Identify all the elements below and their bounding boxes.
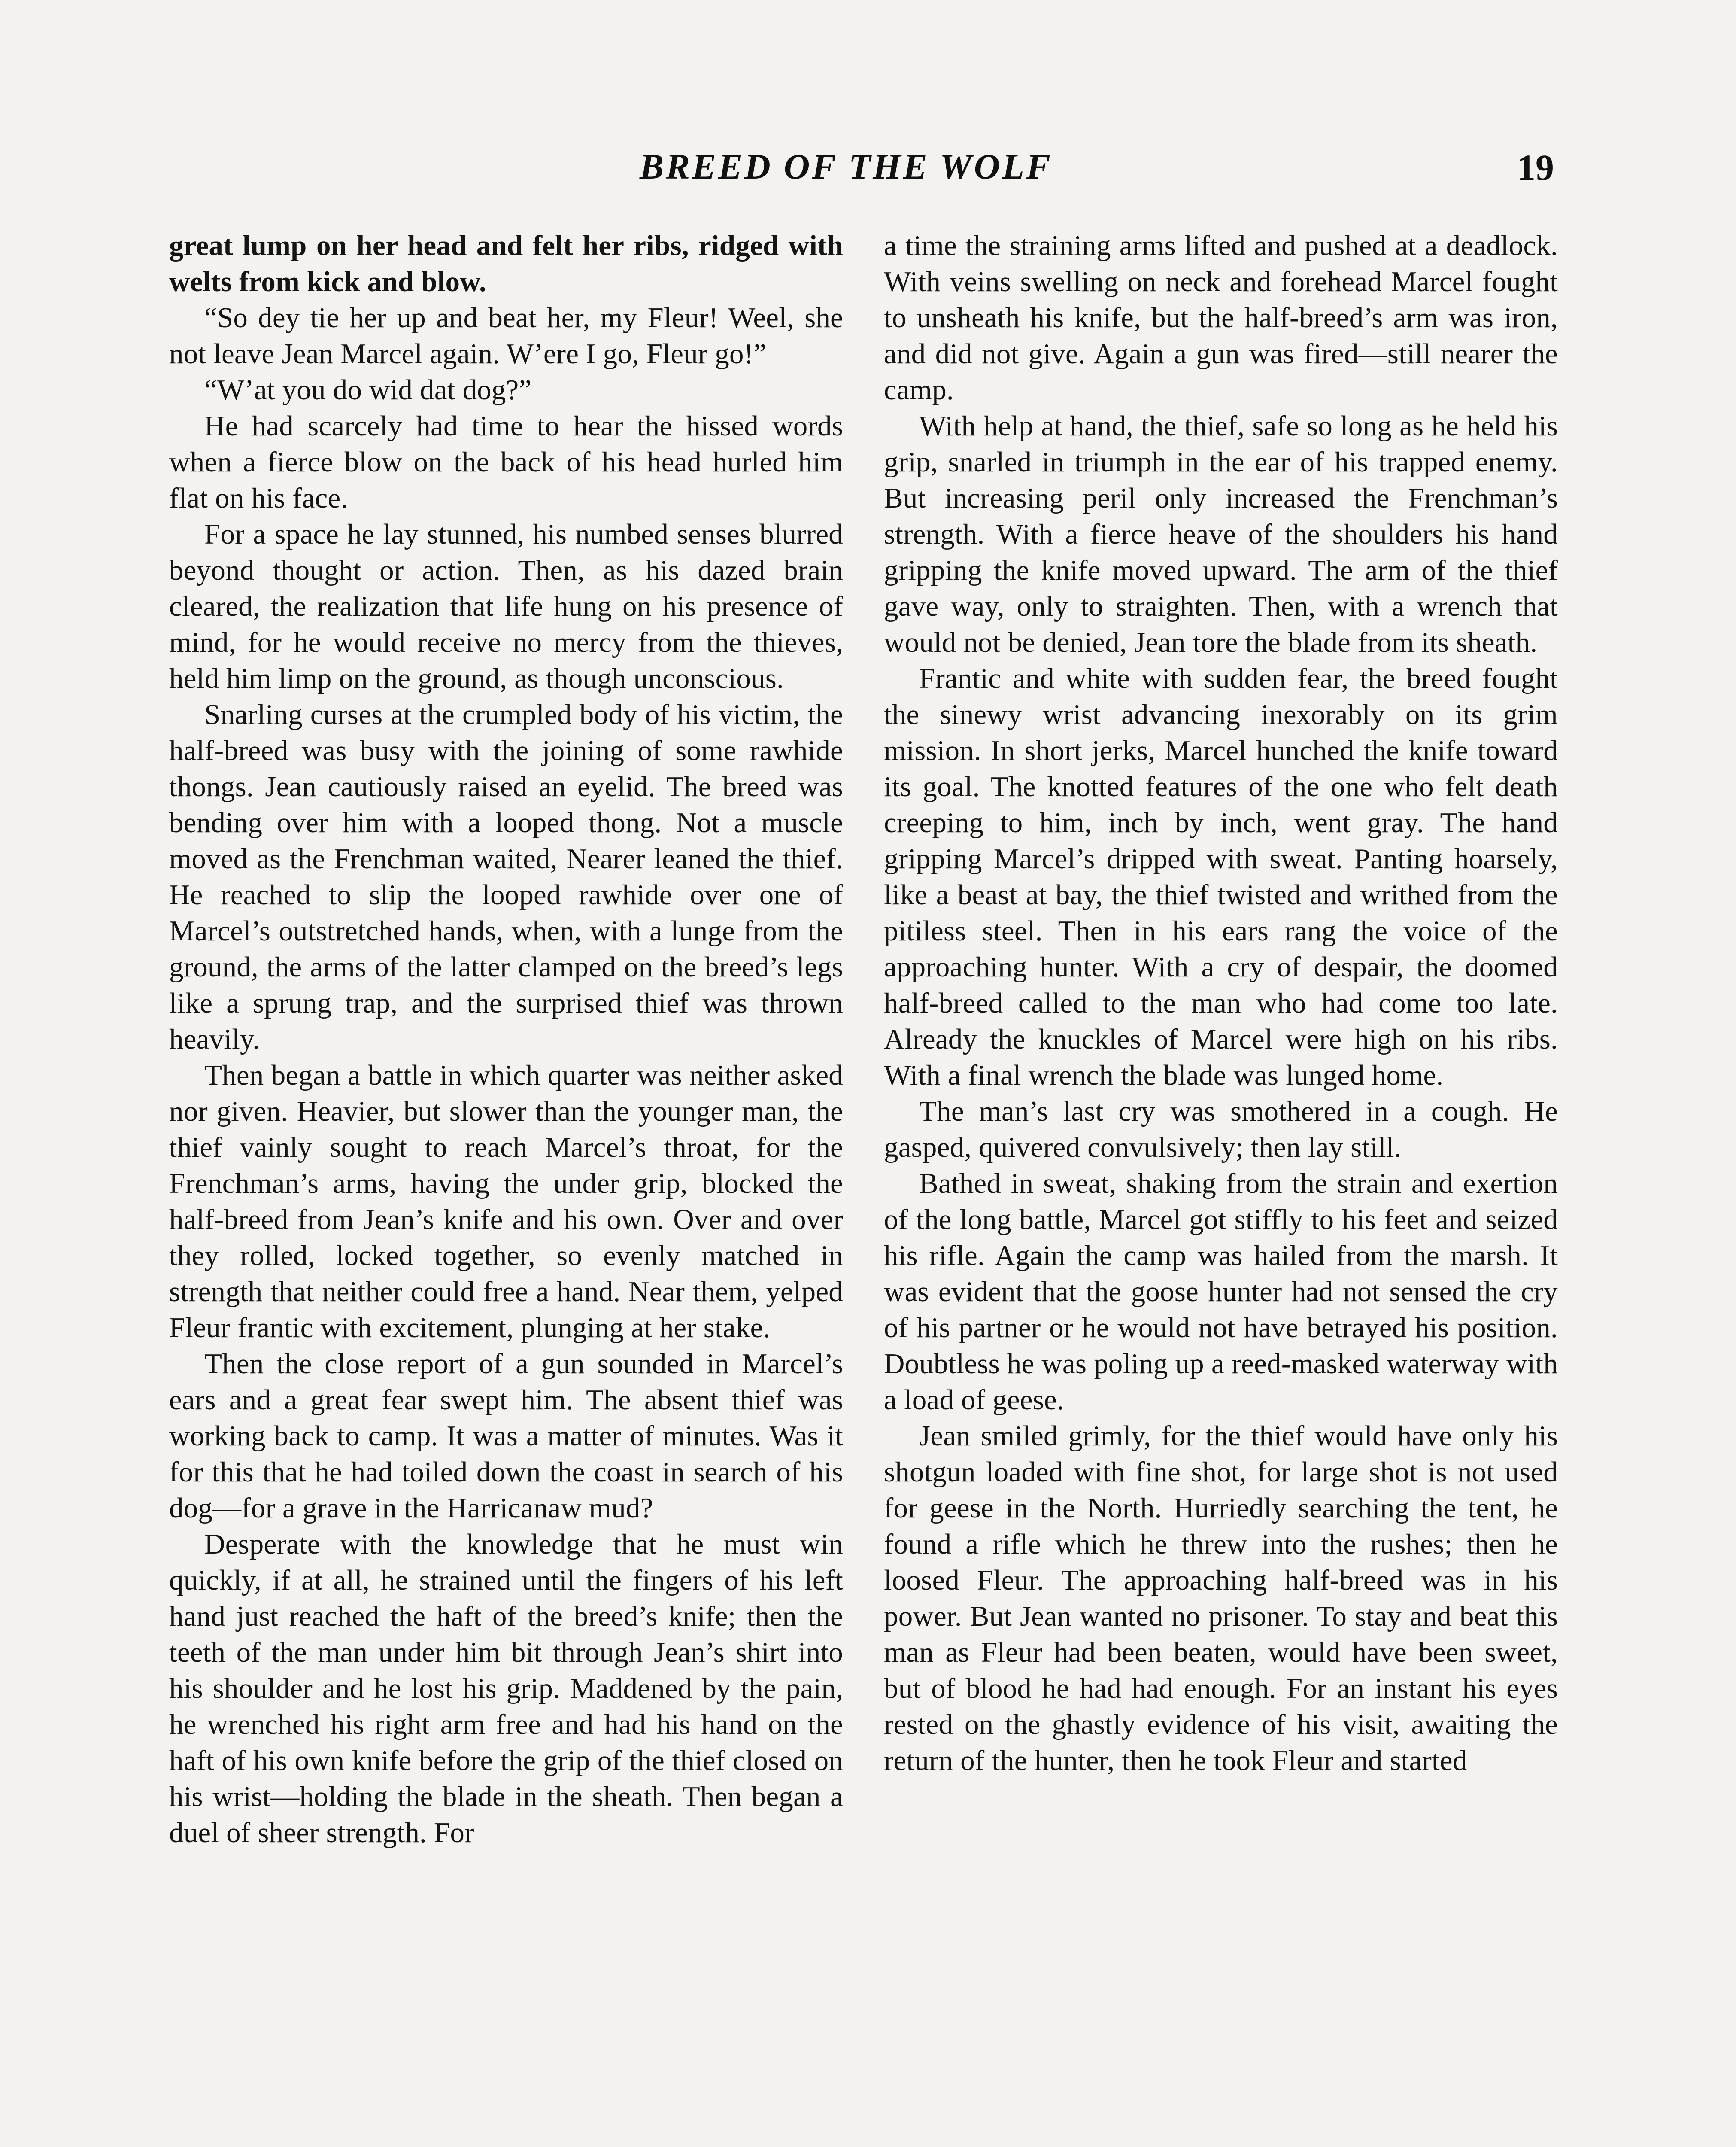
paragraph: a time the straining arms lifted and pushed at a deadlock. With veins swelling on neck and forehead Marcel fought to unsheath his knife, but the half-breed’s arm was iron, and did not give. Again a gun was fired—still nearer the camp.	[884, 230, 1558, 406]
paragraph: With help at hand, the thief, safe so long as he held his grip, snarled in triumph in the ear of his trapped enemy. But increasing peril only increased the Frenchman’s strength. With a fierce heave of the shoulders his hand gripping the knife moved upward. The arm of the thief gave way, only to straighten. Then, with a wrench that would not be denied, Jean tore the blade from its sheath.	[884, 410, 1558, 658]
paragraph: Frantic and white with sudden fear, the breed fought the sinewy wrist advancing inexorably on its grim mission. In short jerks, Marcel hunched the knife toward its goal. The knotted features of the one who felt death creeping to him, inch by inch, went gray. The hand gripping Marcel’s dripped with sweat. Panting hoarsely, like a beast at bay, the thief twisted and writhed from the pitiless steel. Then in his ears rang the voice of the approaching hunter. With a cry of despair, the doomed half-breed called to the man who had come too late. Already the knuckles of Marcel were high on his ribs. With a final wrench the blade was lunged home.	[884, 663, 1558, 1091]
paragraph: Then the close report of a gun sounded in Marcel’s ears and a great fear swept him. The absent thief was working back to camp. It was a matter of minutes. Was it for this that he had toiled down the coast in search of his dog—for a grave in the Harricanaw mud?	[169, 1348, 843, 1524]
paragraph: “W’at you do wid dat dog?”	[204, 374, 532, 406]
paragraph: Desperate with the knowledge that he must win quickly, if at all, he strained until the fingers of his left hand just reached the haft of the breed’s knife; then the teeth of the man under him bit through Jean’s shirt into his shoulder and he lost his grip. Maddened by the pain, he wrenched his right arm free and had his hand on the haft of his own knife before the grip of the thief closed on his wrist—holding the blade in the sheath. Then began a duel of sheer strength. For	[169, 1528, 843, 1849]
page-header	[167, 146, 1554, 202]
left-column	[169, 228, 843, 2147]
right-column	[884, 228, 1558, 2147]
paragraph: “So dey tie her up and beat her, my Fleur! Weel, she not leave Jean Marcel again. W’ere I go, Fleur go!”	[169, 302, 843, 370]
paragraph: Snarling curses at the crumpled body of his victim, the half-breed was busy with the joining of some rawhide thongs. Jean cautiously raised an eyelid. The breed was bending over him with a looped thong. Not a muscle moved as the Frenchman waited, Nearer leaned the thief. He reached to slip the looped rawhide over one of Marcel’s outstretched hands, when, with a lunge from the ground, the arms of the latter clamped on the breed’s legs like a sprung trap, and the surprised thief was thrown heavily.	[169, 699, 843, 1055]
paragraph: For a space he lay stunned, his numbed senses blurred beyond thought or action. Then, as his dazed brain cleared, the realization that life hung on his presence of mind, for he would receive no mercy from the thieves, held him limp on the ground, as though unconscious.	[169, 518, 843, 694]
running-title: BREED OF THE WOLF	[640, 147, 1053, 187]
paragraph: He had scarcely had time to hear the hissed words when a fierce blow on the back of his head hurled him flat on his face.	[169, 410, 843, 514]
page-number: 19	[1517, 147, 1554, 188]
story-columns	[169, 228, 1560, 2147]
paragraph: great lump on her head and felt her ribs, ridged with welts from kick and blow.	[169, 230, 843, 298]
paragraph: The man’s last cry was smothered in a cough. He gasped, quivered convulsively; then lay still.	[884, 1095, 1558, 1163]
paragraph: Bathed in sweat, shaking from the strain and exertion of the long battle, Marcel got stiffly to his feet and seized his rifle. Again the camp was hailed from the marsh. It was evident that the goose hunter had not sensed the cry of his partner or he would not have betrayed his position. Doubtless he was poling up a reed-masked waterway with a load of geese.	[884, 1168, 1558, 1416]
paragraph: Then began a battle in which quarter was neither asked nor given. Heavier, but slower than the younger man, the thief vainly sought to reach Marcel’s throat, for the Frenchman’s arms, having the under grip, blocked the half-breed from Jean’s knife and his own. Over and over they rolled, locked together, so evenly matched in strength that neither could free a hand. Near them, yelped Fleur frantic with excitement, plunging at her stake.	[169, 1059, 843, 1344]
paragraph: Jean smiled grimly, for the thief would have only his shotgun loaded with fine shot, for large shot is not used for geese in the North. Hurriedly searching the tent, he found a rifle which he threw into the rushes; then he loosed Fleur. The approaching half-breed was in his power. But Jean wanted no prisoner. To stay and beat this man as Fleur had been beaten, would have been sweet, but of blood he had had enough. For an instant his eyes rested on the ghastly evidence of his visit, awaiting the return of the hunter, then he took Fleur and started	[884, 1420, 1558, 1776]
